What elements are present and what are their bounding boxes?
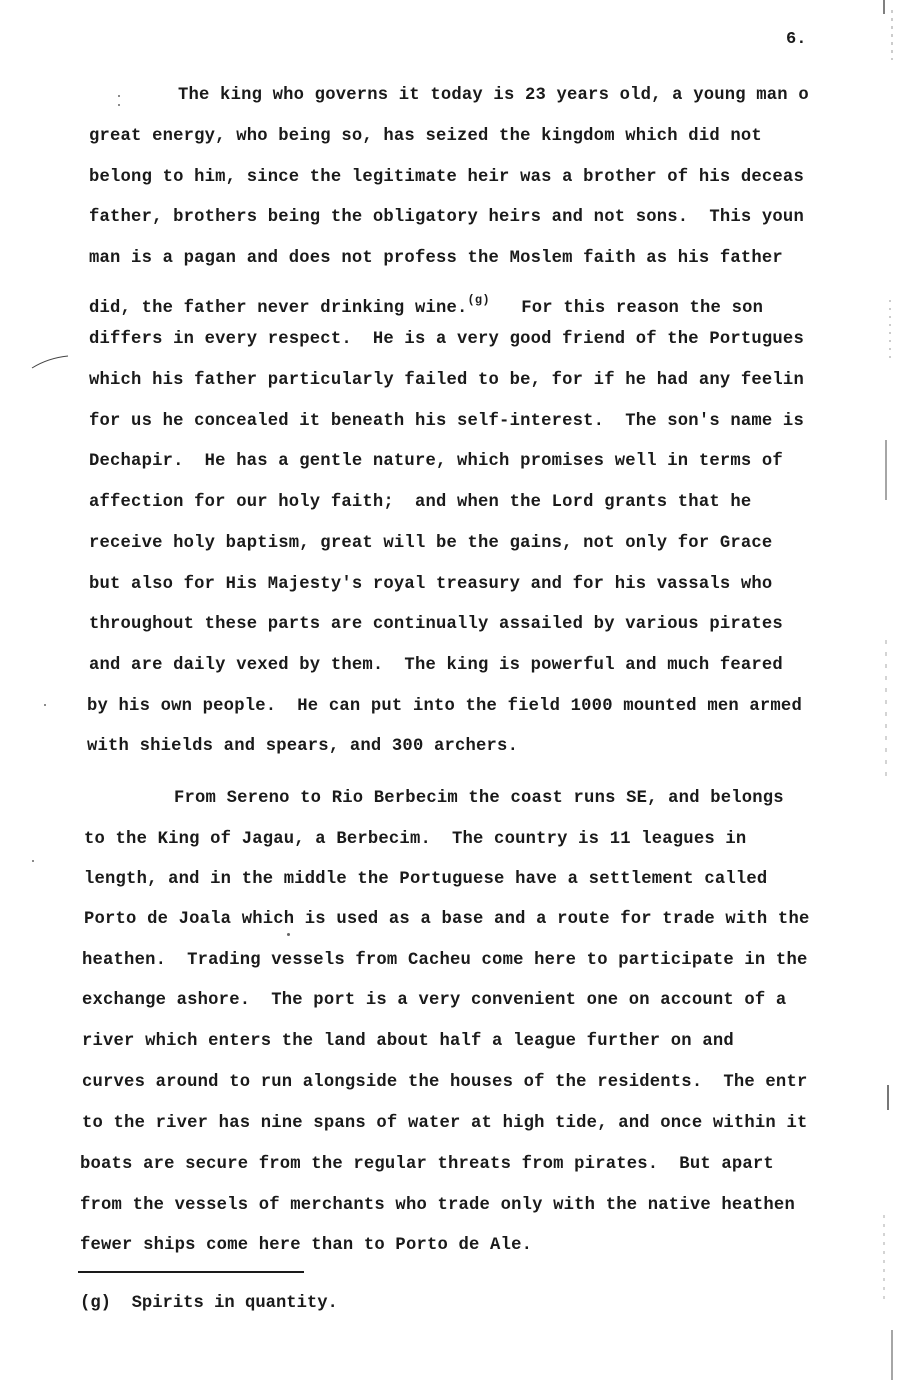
text-fragment: For this reason the son bbox=[521, 299, 764, 318]
text-line: great energy, who being so, has seized the kingdom which did not bbox=[89, 127, 762, 146]
text-line: by his own people. He can put into the field 1000 mounted men armed bbox=[87, 697, 802, 716]
text-line: curves around to run alongside the houses of the residents. The entr bbox=[82, 1073, 808, 1092]
text-line: The king who governs it today is 23 years old, a young man o bbox=[178, 86, 809, 105]
text-line bbox=[89, 290, 763, 319]
text-line: to the river has nine spans of water at high tide, and once within it bbox=[82, 1114, 808, 1133]
scan-speck bbox=[44, 704, 46, 706]
footnote-marker: (g) bbox=[467, 293, 490, 307]
text-line: with shields and spears, and 300 archers. bbox=[87, 737, 519, 756]
text-line: length, and in the middle the Portuguese have a settlement called bbox=[84, 870, 768, 889]
text-line: to the King of Jagau, a Berbecim. The country is 11 leagues in bbox=[84, 830, 747, 849]
text-line: father, brothers being the obligatory heirs and not sons. This youn bbox=[89, 208, 804, 227]
scan-speck bbox=[32, 860, 34, 862]
scan-speck bbox=[118, 104, 120, 106]
footnote-divider bbox=[78, 1271, 304, 1273]
text-line: belong to him, since the legitimate heir was a brother of his deceas bbox=[89, 168, 804, 187]
text-line: from the vessels of merchants who trade only with the native heathen bbox=[80, 1196, 795, 1215]
page-number: 6. bbox=[786, 30, 807, 49]
text-line: receive holy baptism, great will be the gains, not only for Grace bbox=[89, 534, 773, 553]
text-line: man is a pagan and does not profess the Moslem faith as his father bbox=[89, 249, 783, 268]
text-line: heathen. Trading vessels from Cacheu come here to participate in the bbox=[82, 951, 808, 970]
text-line: Dechapir. He has a gentle nature, which promises well in terms of bbox=[89, 452, 783, 471]
text-line: river which enters the land about half a league further on and bbox=[82, 1032, 734, 1051]
text-line: differs in every respect. He is a very good friend of the Portugues bbox=[89, 330, 804, 349]
text-line: fewer ships come here than to Porto de Ale. bbox=[80, 1236, 533, 1255]
text-line: for us he concealed it beneath his self-interest. The son's name is bbox=[89, 412, 804, 431]
scan-speck bbox=[287, 933, 290, 936]
text-line: affection for our holy faith; and when the Lord grants that he bbox=[89, 493, 752, 512]
text-line: exchange ashore. The port is a very convenient one on account of a bbox=[82, 991, 787, 1010]
text-fragment: did, the father never drinking wine. bbox=[89, 299, 468, 318]
text-line: throughout these parts are continually assailed by various pirates bbox=[89, 615, 783, 634]
scan-speck bbox=[118, 95, 120, 97]
text-line: boats are secure from the regular threats from pirates. But apart bbox=[80, 1155, 774, 1174]
text-line: Porto de Joala which is used as a base and a route for trade with the bbox=[84, 910, 810, 929]
text-line: From Sereno to Rio Berbecim the coast runs SE, and belongs bbox=[174, 789, 784, 808]
text-line: which his father particularly failed to be, for if he had any feelin bbox=[89, 371, 804, 390]
text-line: and are daily vexed by them. The king is powerful and much feared bbox=[89, 656, 783, 675]
footnote: (g) Spirits in quantity. bbox=[80, 1294, 338, 1313]
scan-edge-marks bbox=[870, 0, 920, 1380]
text-line: but also for His Majesty's royal treasury and for his vassals who bbox=[89, 575, 773, 594]
margin-stroke bbox=[30, 352, 70, 372]
